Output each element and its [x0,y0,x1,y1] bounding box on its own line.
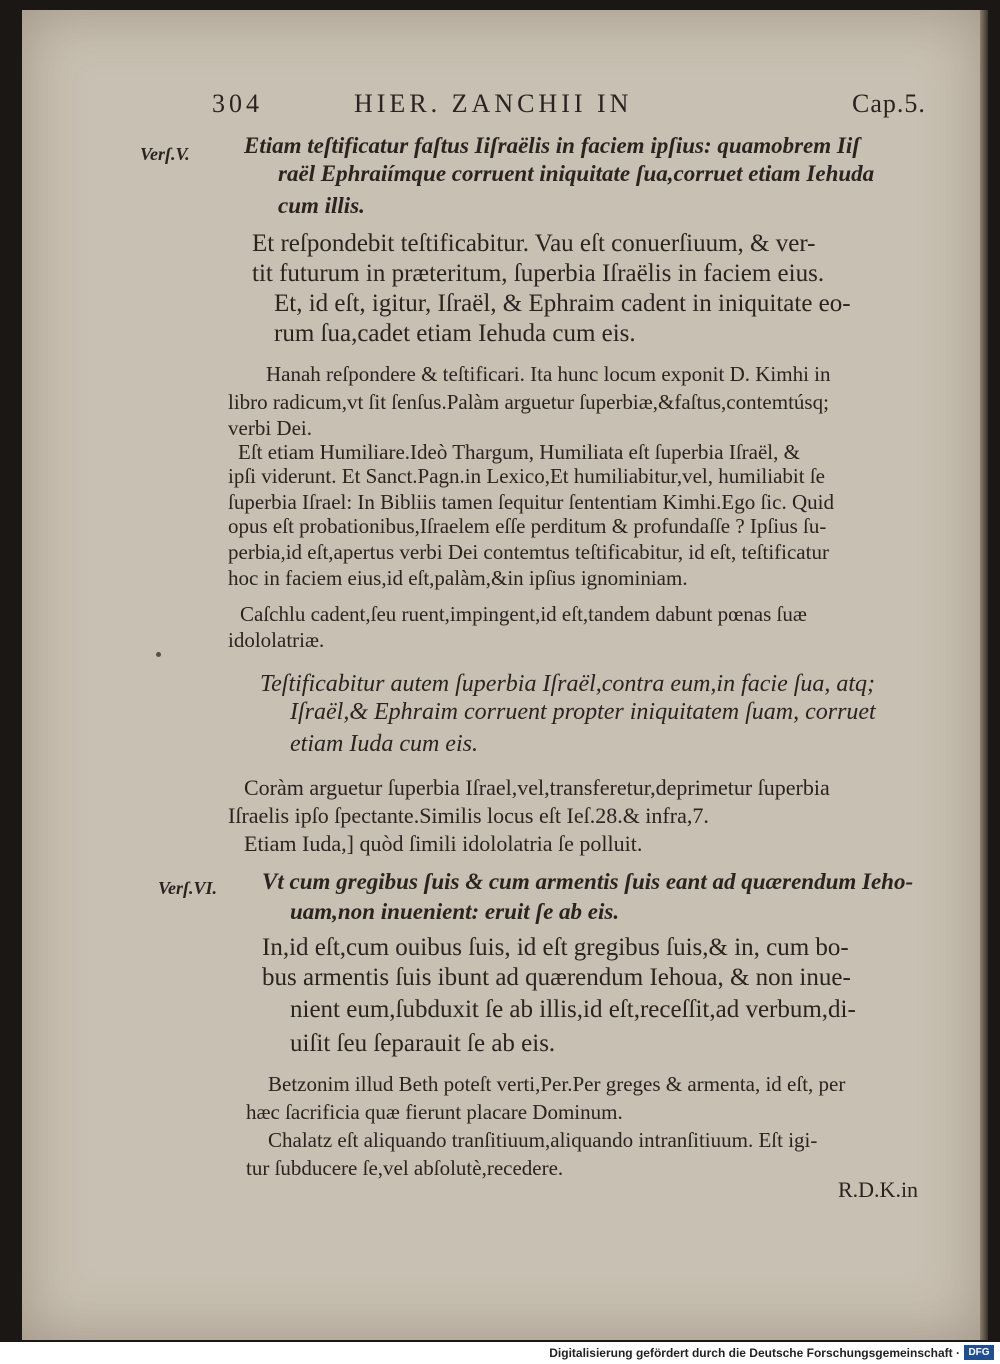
catchword: R.D.K.in [838,1177,919,1202]
running-title: HIER. ZANCHII IN [354,89,633,118]
text-line: nient eum,ſubduxit ſe ab illis,id eſt,receſſit,ad verbum,di- [290,996,856,1023]
text-line: Iſraël,& Ephraim corruent propter iniquitatem ſuam, corruet [290,699,876,725]
text-line: ſuperbia Iſrael: In Bibliis tamen ſequitur ſententiam Kimhi.Ego ſic. Quid [228,490,834,514]
text-line: Et reſpondebit teſtificabitur. Vau eſt conuerſiuum, & ver- [252,230,816,257]
text-line: In,id eſt,cum ouibus ſuis, id eſt gregibus ſuis,& in, cum bo- [262,934,849,961]
text-line: tur ſubducere ſe,vel abſolutè,recedere. [246,1156,564,1180]
text-line: raël Ephraiímque corruent iniquitate ſua,corruet etiam Iehuda [278,161,875,186]
text-line: Betzonim illud Beth poteſt verti,Per.Per greges & armenta, id eſt, per [268,1072,846,1096]
text-line: Chalatz eſt aliquando tranſitiuum,aliquando intranſitiuum. Eſt igi- [268,1128,818,1152]
text-line: hæc ſacrificia quæ fierunt placare Dominum. [246,1100,623,1124]
text-line: uiſit ſeu ſeparauit ſe ab eis. [290,1030,556,1057]
text-line: Teſtificabitur autem ſuperbia Iſraël,contra eum,in facie ſua, atq; [260,671,876,697]
text-line: perbia,id eſt,apertus verbi Dei contemtus teſtificabitur, id eſt, teſtificatur [228,540,829,564]
page-number: 304 [212,89,263,118]
text-line: ipſi viderunt. Et Sanct.Pagn.in Lexico,Et humiliabitur,vel, humiliabit ſe [228,464,825,488]
text-line: uam,non inuenient: eruit ſe ab eis. [290,899,620,924]
text-line: bus armentis ſuis ibunt ad quærendum Iehoua, & non inue- [262,964,851,991]
footer-credit: Digitalisierung gefördert durch die Deutsche Forschungsgemeinschaft · [549,1346,960,1360]
text-line: etiam Iuda cum eis. [290,731,478,757]
ink-speck [156,652,161,657]
margin-note-verse-5: Verſ.V. [140,144,190,164]
chapter-label: Cap.5. [852,89,926,118]
margin-note-verse-6: Verſ.VI. [158,878,218,898]
text-line: Iſraelis ipſo ſpectante.Similis locus eſt Ieſ.28.& infra,7. [228,803,709,828]
text-line: libro radicum,vt ſit ſenſus.Palàm arguetur ſuperbiæ,&faſtus,contemtúsq; [228,390,829,414]
text-line: Etiam teſtificatur faſtus Iiſraëlis in faciem ipſius: quamobrem Iiſ [244,133,860,158]
page-gutter [980,10,988,1340]
text-line: Coràm arguetur ſuperbia Iſrael,vel,transferetur,deprimetur ſuperbia [244,775,830,800]
text-line: Caſchlu cadent,ſeu ruent,impingent,id eſt,tandem dabunt pœnas ſuæ [240,602,807,626]
text-line: rum ſua,cadet etiam Iehuda cum eis. [274,320,636,347]
text-line: hoc in faciem eius,id eſt,palàm,&in ipſius ignominiam. [228,566,688,590]
text-line: Etiam Iuda,] quòd ſimili idololatria ſe polluit. [244,831,643,856]
text-line: cum illis. [278,193,365,218]
text-line: tit futurum in præteritum, ſuperbia Iſraëlis in faciem eius. [252,260,825,287]
text-line: Eſt etiam Humiliare.Ideò Thargum, Humiliata eſt ſuperbia Iſraël, & [238,440,800,464]
text-line: idololatriæ. [228,628,325,652]
dfg-logo-icon: DFG [964,1345,994,1360]
text-line: Et, id eſt, igitur, Iſraël, & Ephraim cadent in iniquitate eo- [274,290,851,317]
text-line: Hanah reſpondere & teſtificari. Ita hunc locum exponit D. Kimhi in [266,362,831,386]
text-line: Vt cum gregibus ſuis & cum armentis ſuis eant ad quærendum Ieho- [262,869,914,894]
text-line: opus eſt probationibus,Iſraelem eſſe perditum & profundaſſe ? Ipſius ſu- [228,514,827,538]
text-line: verbi Dei. [228,416,312,440]
